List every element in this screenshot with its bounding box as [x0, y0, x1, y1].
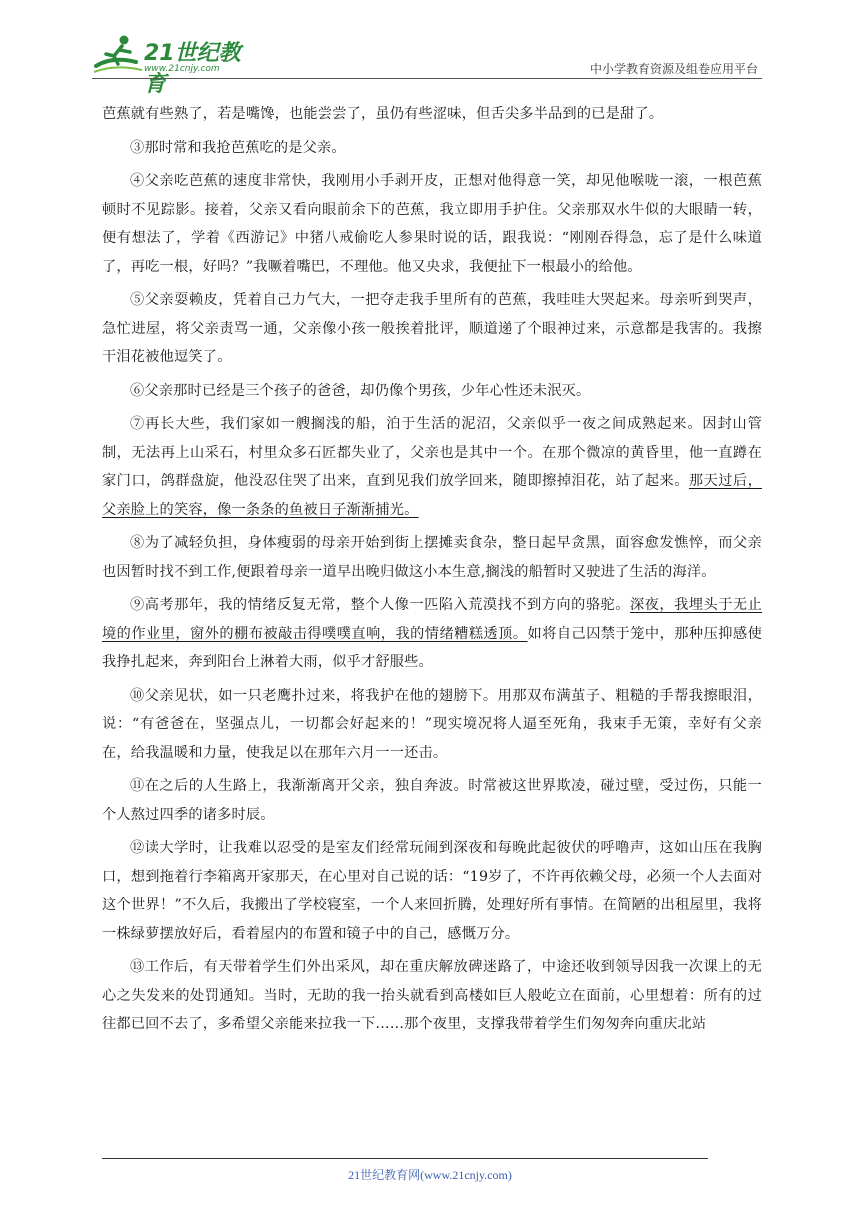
paragraph-text: ⑧为了减轻负担，身体瘦弱的母亲开始到街上摆摊卖食杂，整日起早贪黑，面容愈发憔悴，而父亲也因暂时找不到工作,便跟着母亲一道早出晚归做这小本生意,搁浅的船暂时又驶进了生活的海洋。: [102, 535, 762, 580]
paragraph-p9: [102, 591, 762, 677]
paragraph-text: ⑫读大学时，让我难以忍受的是室友们经常玩闹到深夜和每晚此起彼伏的呼噜声，这如山压在我胸口，想到拖着行李箱离开家那天，在心里对自己说的话：“19岁了，不许再依赖父母，必须一个人去面对这个世界！”不久后，我搬出了学校寝室，一个人来回折腾，处理好所有事情。在简陋的出租屋里，我将一株绿萝摆放好后，看着屋内的布置和镜子中的自己，感慨万分。: [102, 840, 762, 942]
paragraph-text: ⑬工作后，有天带着学生们外出采风，却在重庆解放碑迷路了，中途还收到领导因我一次课上的无心之失发来的处罚通知。当时，无助的我一抬头就看到高楼如巨人般屹立在面前，心里想着：所有的过往都已回不去了，多希望父亲能来拉我一下……那个夜里，支撑我带着学生们匆匆奔向重庆北站: [102, 959, 762, 1032]
paragraph-p6: [102, 377, 762, 406]
paragraph-text: ⑦再长大些，我们家如一艘搁浅的船，泊于生活的泥沼，父亲似乎一夜之间成熟起来。因封山管制，无法再上山采石，村里众多石匠都失业了，父亲也是其中一个。在那个微凉的黄昏里，他一直蹲在家门口，鸽群盘旋，他没忍住哭了出来，直到见我们放学回来，随即擦掉泪花，站了起来。: [102, 416, 762, 489]
paragraph-text: ④父亲吃芭蕉的速度非常快，我刚用小手剥开皮，正想对他得意一笑，却见他喉咙一滚，一根芭蕉顿时不见踪影。接着，父亲又看向眼前余下的芭蕉，我立即用手护住。父亲那双水牛似的大眼睛一转，便有想法了，学着《西游记》中猪八戒偷吃人参果时说的话，跟我说：“刚刚吞得急，忘了是什么味道了，再吃一根，好吗？”我噘着嘴巴，不理他。他又央求，我便扯下一根最小的给他。: [102, 173, 762, 275]
underlined-text: 深夜，我埋头于无止境的作业里，窗外的棚布被敲击得噗噗直响，我的情绪糟糕透顶。: [102, 597, 762, 642]
logo-text: 21世纪教育: [144, 41, 241, 97]
paragraph-p13: [102, 953, 762, 1039]
underlined-text: 那天过后，父亲脸上的笑容，像一条条的鱼被日子渐渐捕光。: [102, 473, 762, 518]
footer-link[interactable]: 21世纪教育网(www.21cnjy.com): [348, 1168, 512, 1182]
platform-name: 中小学教育资源及组卷应用平台: [589, 62, 758, 76]
header-divider: [92, 78, 762, 79]
paragraph-p7: [102, 410, 762, 524]
paragraph-p4: [102, 167, 762, 281]
runner-logo-icon: [92, 32, 144, 76]
paragraph-p12: [102, 834, 762, 948]
paragraph-text: ③那时常和我抢芭蕉吃的是父亲。: [130, 139, 346, 156]
paragraph-text: ⑪在之后的人生路上，我渐渐离开父亲，独自奔波。时常被这世界欺凌，碰过壁，受过伤，只能一个人熬过四季的诸多时辰。: [102, 778, 762, 823]
paragraph-p10: [102, 682, 762, 768]
footer-divider: [102, 1158, 708, 1159]
paragraph-p5: [102, 286, 762, 372]
paragraph-p0: [102, 100, 762, 129]
paragraph-p3: [102, 134, 762, 163]
article-body: [102, 100, 762, 1044]
paragraph-text: ⑨高考那年，我的情绪反复无常，整个人像一匹陷入荒漠找不到方向的骆驼。: [130, 597, 630, 613]
logo: [92, 32, 262, 97]
paragraph-p8: [102, 529, 762, 586]
paragraph-p11: [102, 772, 762, 829]
logo-url: www.21cnjy.com: [144, 64, 220, 74]
page-header: [92, 26, 762, 97]
paragraph-text: ⑩父亲见状，如一只老鹰扑过来，将我护在他的翅膀下。用那双布满茧子、粗糙的手帮我擦眼泪，说：“有爸爸在，坚强点儿，一切都会好起来的！”现实境况将人逼至死角，我束手无策，幸好有父亲在，给我温暖和力量，使我足以在那年六月一一还击。: [102, 687, 762, 761]
paragraph-text: ⑥父亲那时已经是三个孩子的爸爸，却仍像个男孩，少年心性还未泯灭。: [130, 382, 591, 399]
paragraph-text: 如将自己囚禁于笼中，那种压抑感使我挣扎起来，奔到阳台上淋着大雨，似乎才舒服些。: [102, 625, 762, 670]
paragraph-text: ⑤父亲耍赖皮，凭着自己力气大，一把夺走我手里所有的芭蕉，我哇哇大哭起来。母亲听到哭声，急忙进屋，将父亲责骂一通，父亲像小孩一般挨着批评，顺道递了个眼神过来，示意都是我害的。我擦干泪花被他逗笑了。: [102, 292, 762, 365]
paragraph-text: 芭蕉就有些熟了，若是嘴馋，也能尝尝了，虽仍有些涩味，但舌尖多半品到的已是甜了。: [102, 106, 664, 122]
